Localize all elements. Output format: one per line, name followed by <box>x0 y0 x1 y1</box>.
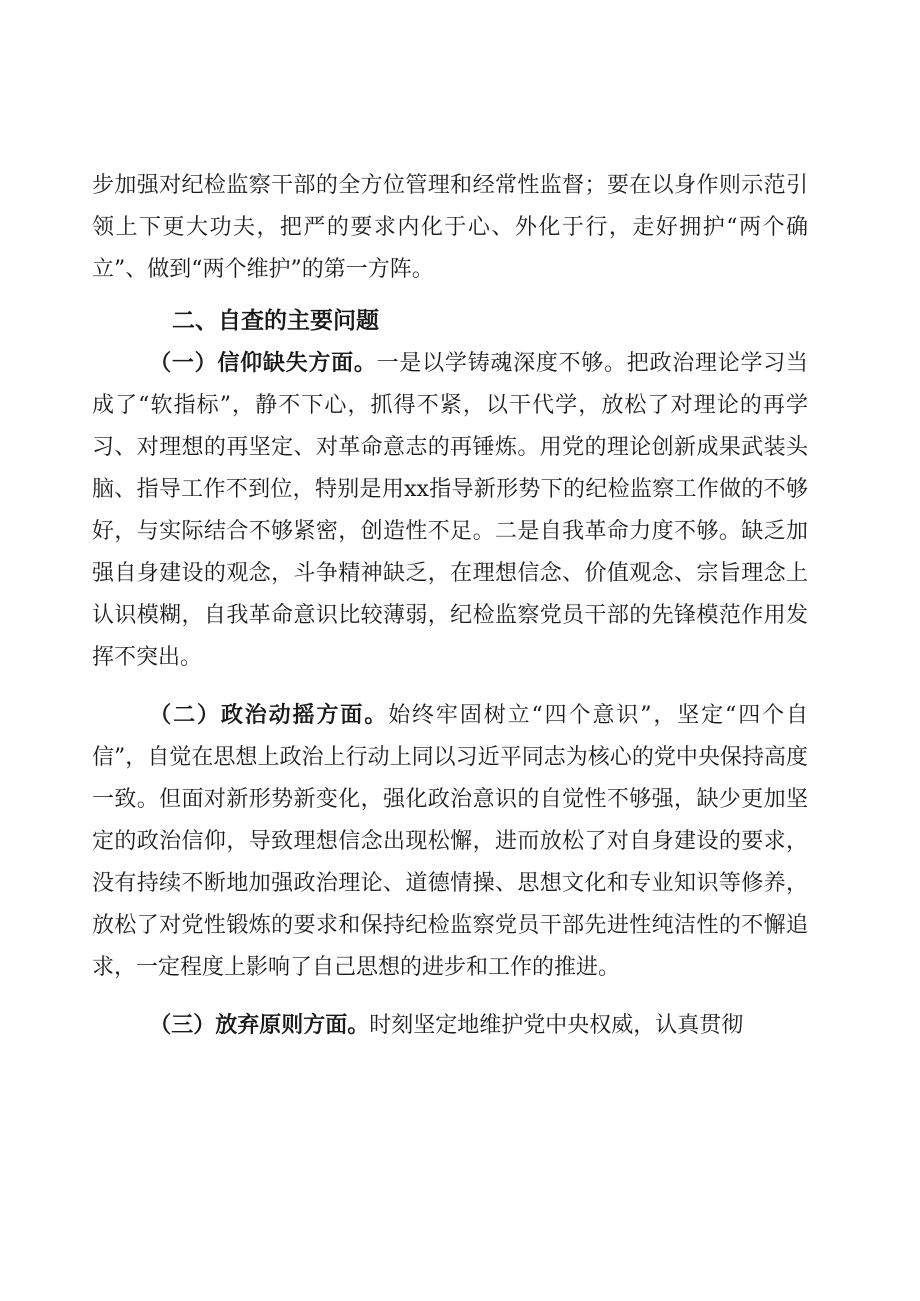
section-heading: 二、自查的主要问题 <box>172 308 379 334</box>
document-body <box>92 165 808 1047</box>
item-title-1: （一）信仰缺失方面。 <box>149 351 377 376</box>
item-body-3: 时刻坚定地维护党中央权威，认真贯彻 <box>369 1013 744 1038</box>
item-paragraph-3 <box>92 1005 808 1047</box>
item-paragraph-1 <box>92 343 808 679</box>
continued-paragraph: 步加强对纪检监察干部的全方位管理和经常性监督；要在以身作则示范引领上下更大功夫，把严的要求内化于心、外化于行，走好拥护“两个确立”、做到“两个维护”的第一方阵。 <box>92 173 808 282</box>
item-paragraph-2 <box>92 695 808 989</box>
item-title-2: （二）政治动摇方面。 <box>149 703 389 728</box>
item-title-3: （三）放弃原则方面。 <box>149 1013 370 1038</box>
item-body-1: 一是以学铸魂深度不够。把政治理论学习当成了“软指标”，静不下心，抓得不紧，以干代学，放松了对理论的再学习、对理想的再坚定、对革命意志的再锤炼。用党的理论创新成果武装头脑、指导工作不到位，特别是用xx指导新形势下的纪检监察工作做的不够好，与实际结合不够紧密，创造性不足。二是自我革命力度不够。缺乏加强自身建设的观念，斗争精神缺乏，在理想信念、价值观念、宗旨理念上认识模糊，自我革命意识比较薄弱，纪检监察党员干部的先锋模范作用发挥不突出。 <box>92 351 808 670</box>
item-body-2: 始终牢固树立“四个意识”，坚定“四个自信”，自觉在思想上政治上行动上同以习近平同志为核心的党中央保持高度一致。但面对新形势新变化，强化政治意识的自觉性不够强，缺少更加坚定的政治信仰，导致理想信念出现松懈，进而放松了对自身建设的要求，没有持续不断地加强政治理论、道德情操、思想文化和专业知识等修养，放松了对党性锻炼的要求和保持纪检监察党员干部先进性纯洁性的不懈追求，一定程度上影响了自己思想的进步和工作的推进。 <box>92 703 808 980</box>
